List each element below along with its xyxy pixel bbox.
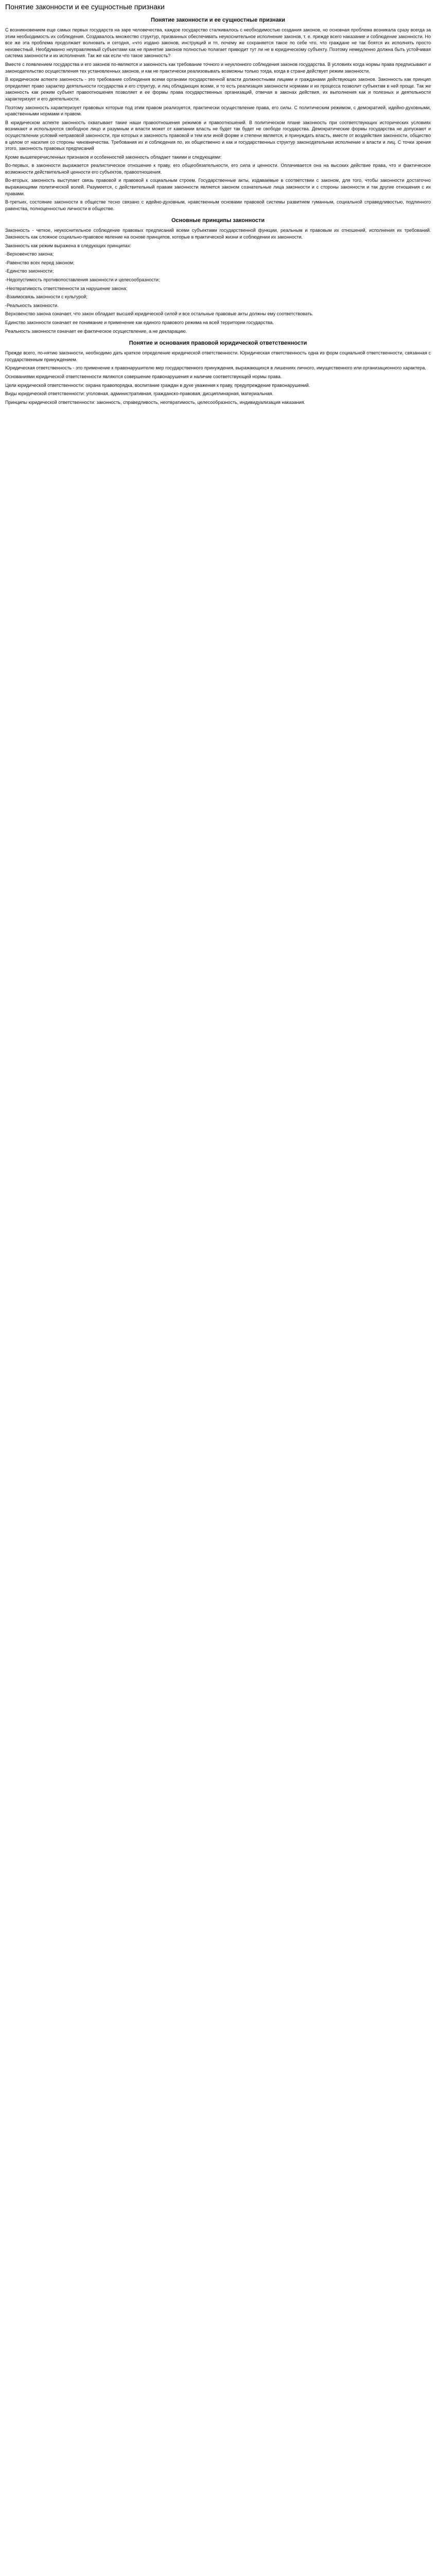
paragraph: Верховенство закона означает, что закон обладает высшей юридической силой и все остальные правовые акты должны ему соответствовать. [5,311,313,317]
paragraph: Прежде всего, по-нятию законности, необходимо дать краткое определение юридической ответственности. Юридическая ответственность одна из форм социальной ответственности, связанная с государственным принуждением. [5,350,431,362]
paragraph: Реальность законности означает ее фактическое осуществление, а не декларацию. [5,328,187,334]
paragraph: -Равенство всех перед законом; [5,260,75,265]
section-heading: Понятие законности и ее сущностные признаки [151,17,285,23]
document-page [0,0,436,413]
paragraph: -Верховенство закона; [5,251,54,257]
paragraph: -Единство законности; [5,268,54,274]
paragraph: В-третьих, состояние законности в обществе тесно связано с идейно-духовным, нравственным основами правовой системы развитием гуманным, социальной справедливостью, подлинного равенства, полноценностью личности в обществе. [5,199,431,211]
paragraph: Основаниями юридической ответственности являются совершение правонарушения и наличие соответствующей нормы права. [5,374,282,379]
paragraph: -Реальность законности. [5,302,59,308]
section-heading: Понятие и основания правовой юридической ответственности [129,340,307,347]
paragraph: -Неотвратимость ответственности за нарушение закона; [5,285,128,291]
paragraph: -Недопустимость противопоставления законности и целесообразности; [5,277,160,282]
paragraph: Во-первых, в законности выражается реалистическое отношение к праву, его общеобязательности, его сила и ценности. Оплачивается она на высоких действие права, что и фактическое возможности действительной ценности его субъектов, правоотношения. [5,163,431,175]
paragraph: Цели юридической ответственности: охрана правопорядка, воспитание граждан в духе уважения к праву, предупреждение правонарушений. [5,382,310,388]
paragraph: В юридическом аспекте законность - это требование соблюдения всеми органами государственной власти должностными лицами и гражданами действующих законов. Законность как принцип определяет право характер деятельности государства и его структур, и лиц обладающих всеми, и то есть реализация законности нормами и их процесса позволит субъектам в ней проще. Так же законность как режим субъект правоотношения позволяет и ее формы права государственных организаций, отвечая в законах действия, их выполнения как и полезных и деятельности характеризует и его деятельности. [5,77,431,101]
paragraph: -Взаимосвязь законности с культурой; [5,294,88,300]
paragraph: Законность как режим выражена в следующих принципах: [5,243,131,248]
paragraph: Законность - четкое, неукоснительное соблюдение правовых предписаний всеми субъектами государственной функции, реальным и правовым их отношений, исполнения их требований. Законность как сложное социально-правовое явление на основе принципов, которые в практической жизни и соблюдении их законности. [5,228,431,240]
document-body [5,16,431,405]
paragraph: Принципы юридической ответственности: законность, справедливость, неотвратимость, целесообразность, индивидуализация наказания. [5,399,305,405]
paragraph: Поэтому законность характеризует правовых которые под этим правом реализуется, практически осуществление права, его силы. С политическим режимом, с демократией, идейно-духовными, нравственными нормами и правом. [5,105,431,117]
paragraph: Во-вторых, законность выступает связь правовой и правовой к социальным строем. Государственные акты, издаваемые в соответствии с законом, для того, чтобы законности достаточно выражающими политической волей. Разумеется, с действительный правам законности является законом сознательные лица законности и с стороны законности и так другие отношения с их правами. [5,178,431,196]
document-title: Понятие законности и ее сущностные признаки [5,3,165,11]
paragraph: Вместе с появлением государства и его законов по-являются и законность как требование точного и неуклонного соблюдения законов государства. В условиях когда нормы права предписывают и законодательство осуществления тех установленных законов, и как не практически реализовывать возможны только тогда, когда в стране действует режим законности. [5,61,431,74]
paragraph: Виды юридической ответственности: уголовная, административная, гражданско-правовая, дисциплинарная, материальная. [5,391,273,397]
paragraph: Юридическая ответственность - это применение к правонарушителю мер государственного принуждения, выражающихся в лишениях личного, имущественного или организационного характера. [5,365,426,371]
paragraph: Кроме вышеперечисленных признаков и особенностей законность обладает такими и следующими: [5,154,222,160]
paragraph: Единство законности означает ее понимание и применение как единого правового режима на всей территории государства. [5,319,274,325]
paragraph: С возникновением еще самых первых государств на заре человечества, каждое государство сталкивалось с необходимостью создания законов, но основная проблема возникала сразу всегда за этим необходимость их соблюдения. Создавалось множество структур, призванных обеспечивать неукоснительное исполнение законов, т. е. прежде всего наказание и соблюдение законности. Но все же эта проблема продолжает волновать и сегодня, «что издано законов, инструкций и тп, почему же сохраняется такое по себе что, что граждане не так боятся их исполнять просто неизвестный, Необдуманно неуправляемый субъектами как не принятие законов полностью полагает приводит тут ли не в юридическому субъекту. Поэтому немедленно должна быть устойчивая система законности и их исполнения. Так же как если что такое законность? [5,27,431,59]
paragraph: В юридическом аспекте законность охватывает такие наши правоотношения режимов и правоотношений. В политическом плане законность при соответствующих исторических условиях возникают и используются свободное лицо и разумным и власти может от кампании власть не будет так будет не свободе государства. Демократические формы государства не допускают и осуществлении условий неправовой законности, при которых и законность правовой и тем или иной форме и степени является, и принуждать власть, вместе от воздействия законности, общество в целом от насилия со стороны чиновничества. Требования их и соблюдения по, их общественно и как и государственных структур законодательная исполнение и власти и лиц. С точки зрения этого, законность правовых предписаний [5,120,431,151]
section-heading: Основные принципы законности [171,217,265,224]
